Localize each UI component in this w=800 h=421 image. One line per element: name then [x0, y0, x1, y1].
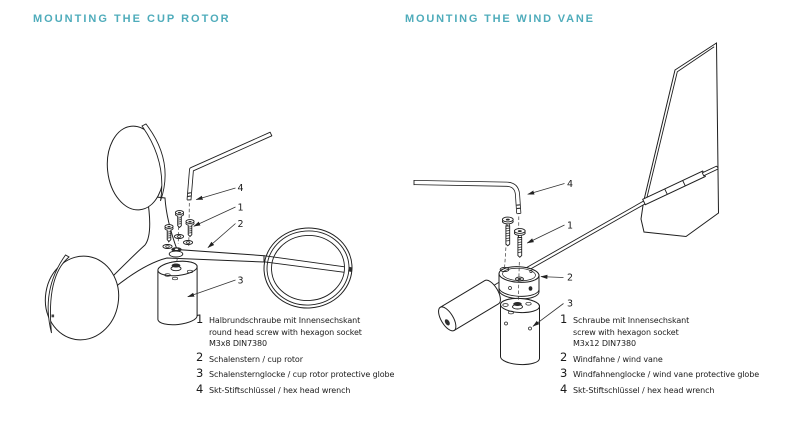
callout-number-rotor: 2: [237, 219, 244, 230]
tail-fin: [641, 43, 719, 237]
callout-number-globe: 3: [237, 275, 244, 287]
part-description: M3x8 DIN7380: [209, 339, 268, 348]
parts-list-item: [196, 381, 408, 397]
part-description: Schraube mit Innensechskant: [573, 316, 690, 325]
wind-vane-protective-globe: [500, 297, 540, 364]
callout-number-screw: 1: [567, 220, 574, 232]
part-number: 2: [196, 350, 204, 365]
parts-list-item: [560, 311, 800, 350]
part-description: M3x12 DIN7380: [573, 339, 637, 348]
part-description: Windfahnenglocke / wind vane protective globe: [573, 370, 760, 380]
parts-list-item: [196, 350, 408, 366]
section-title-wind-vane: MOUNTING THE WIND VANE: [405, 13, 595, 25]
callout-number-screw: 1: [237, 202, 244, 214]
part-description: Windfahne / wind vane: [573, 354, 663, 364]
callout-number-vane: 2: [567, 272, 574, 284]
part-description: round head screw with hexagon socket: [209, 327, 362, 337]
part-description: Schalenstern / cup rotor: [209, 354, 303, 364]
part-number: 1: [560, 311, 568, 326]
parts-list-item: [560, 381, 800, 397]
callout-number-wrench: 4: [567, 179, 574, 190]
parts-list-item: [560, 365, 800, 381]
part-number: 3: [196, 365, 204, 380]
section-title-cup-rotor: MOUNTING THE CUP ROTOR: [33, 13, 231, 25]
part-number: 3: [560, 365, 568, 380]
part-number: 2: [560, 350, 568, 365]
parts-list-item: [196, 311, 408, 350]
part-description: Schalensternglocke / cup rotor protective globe: [209, 370, 395, 380]
cup-ring: [261, 225, 354, 311]
parts-list-wind-vane: [560, 311, 800, 400]
part-number: 1: [196, 311, 204, 326]
part-description: Skt-Stiftschlüssel / hex head wrench: [209, 386, 351, 396]
part-description: screw with hexagon socket: [573, 327, 679, 337]
hex-wrench-right: [414, 180, 521, 214]
part-number: 4: [560, 381, 568, 396]
cup-rotor-protective-globe: [157, 259, 198, 324]
callout-number-globe: 3: [567, 298, 574, 310]
parts-list-item: [196, 365, 408, 381]
callout-number-wrench: 4: [237, 183, 244, 194]
part-number: 4: [196, 381, 204, 396]
part-description: Skt-Stiftschlüssel / hex head wrench: [573, 386, 715, 396]
vane-screws: [502, 217, 525, 257]
cup-bottom-left: [39, 251, 124, 345]
parts-list-item: [560, 350, 800, 366]
part-description: Halbrundschraube mit Innensechskant: [209, 316, 361, 325]
parts-list-cup-rotor: [196, 311, 408, 400]
